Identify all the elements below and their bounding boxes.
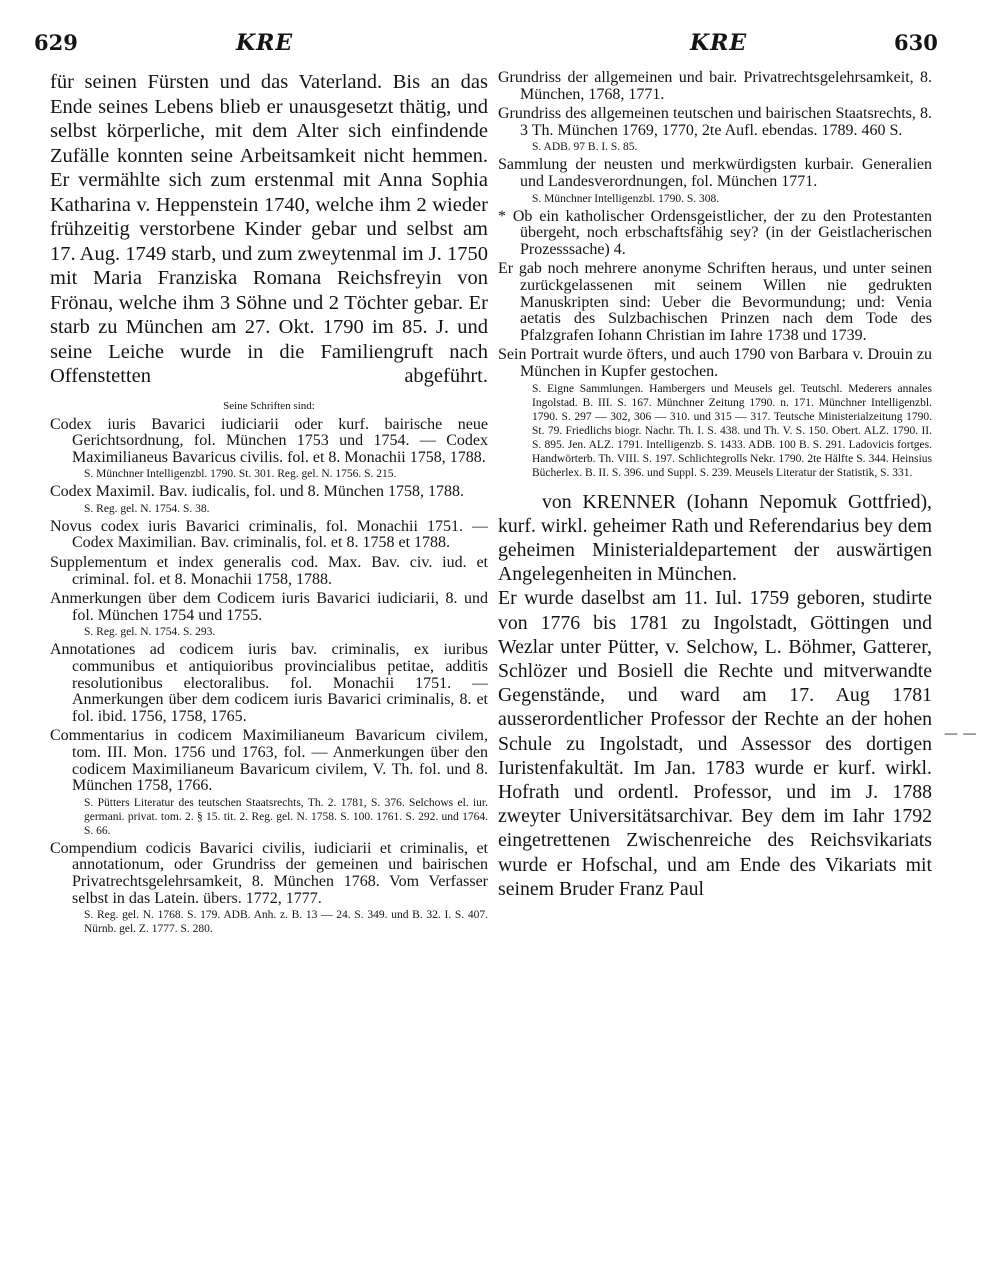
work-entry [50, 519, 488, 552]
left-column [50, 70, 488, 939]
work-title: Codex iuris Bavarici iudiciarii oder kurf. bairische neue Gerichtsordnung, fol. München 1753 und 1754. — Codex Maximilianeus Bavaricus civilis. fol. et 8. Monachii 1758, 1788. [50, 415, 488, 466]
work-references: S. Eigne Sammlungen. Hambergers und Meusels gel. Teutschl. Mederers annales Ingolstad. B. III. S. 167. Münchner Zeitung 1790. n. 171. Münchner Intelligenzbl. 1790. S. 297 — 302, 306 — 310. und 315 — 317. Teutsche Ministerialzeitung 1790. St. 79. Friedlichs biogr. Nachr. Th. I. S. 438. und Th. V. S. 150. Obert. ALZ. 1790. II. S. 895. Jen. ALZ. 1791. Intelligenzb. S. 1433. ADB. 100 B. S. 291. Ladovicis fortges. Handwörterb. Th. VIII. S. 197. Schlichtegrolls Nekr. 1790. 2te Hälfte S. 344. Heinsius Bücherlex. B. II. S. 396. und Suppl. S. 239. Meusels Literatur der Statistik, S. 331. [532, 382, 932, 479]
work-title: Codex Maximil. Bav. iudicalis, fol. und 8. München 1758, 1788. [50, 483, 465, 501]
work-references: S. ADB. 97 B. I. S. 85. [532, 141, 638, 154]
work-references: S. Reg. gel. N. 1754. S. 293. [84, 626, 216, 639]
work-entry [498, 106, 932, 154]
work-references: S. Pütters Literatur des teutschen Staatsrechts, Th. 2. 1781, S. 376. Selchows el. iur. germani. privat. tom. 2. § 15. tit. 2. Reg. gel. N. 1758. S. 100. 1761. S. 292. und 1764. S. 66. [84, 796, 488, 837]
work-title: Commentarius in codicem Maximilianeum Bavaricum civilem, tom. III. Mon. 1756 und 1763, fol. — Anmerkungen über den codicem Maximilianeum Bavaricum civilem, V. Th. fol. und 8. München 1758, 1766. [50, 727, 488, 795]
work-entry [50, 484, 488, 516]
work-title: Er gab noch mehrere anonyme Schriften heraus, und unter seinen zurückgelassenen mit seinem Willen nie gedrukten Manuskripten sind: Ueber die Bevormundung; und: Venia aetatis des Sulzbachischen Prinzen nach dem Tode des Pfalzgrafen Iohann Christian im Iahre 1738 und 1739. [498, 260, 932, 344]
work-entry [498, 261, 932, 344]
right-column [498, 70, 932, 901]
work-entry [50, 728, 488, 837]
works-subheading: Seine Schriften sind: [223, 399, 315, 412]
right-page-number: 630 [894, 30, 938, 55]
right-running-head: KRE [690, 30, 748, 56]
work-entry [498, 157, 932, 205]
work-title: Annotationes ad codicem iuris bav. criminalis, ex iuribus communibus et antiquioribus provincialibus petitae, additis resolutionibus electoralibus. fol. Monachii 1751. — Anmerkungen über dem codicem iuris Bavarici criminalis, 8. et fol. ibid. 1756, 1758, 1765. [50, 641, 488, 725]
biography-paragraph: für seinen Fürsten und das Vaterland. Bis an das Ende seines Lebens blieb er unausgesetzt thätig, und selbst körperliche, mit dem Alter sich einfindende Zufälle konnten seine Arbeitsamkeit nicht hemmen. Er vermählte sich zum erstenmal mit Anna Sophia Katharina v. Heppenstein 1740, welche ihm 2 wieder frühzeitig verstorbene Kinder gebar und selbst am 17. Aug. 1749 starb, und zum zweytenmal im J. 1750 mit Maria Franziska Romana Reichsfreyin von Frönau, welche ihm 3 Söhne und 2 Töchter gebar. Er starb zu München am 27. Okt. 1790 im 85. J. und seine Leiche wurde in die Familiengruft nach Offenstetten abgeführt. [50, 71, 488, 387]
work-references: S. Münchner Intelligenzbl. 1790. S. 308. [532, 192, 720, 205]
work-entry [50, 642, 488, 725]
work-title: Novus codex iuris Bavarici criminalis, fol. Monachii 1751. — Codex Maximilian. Bav. criminalis, fol. et 8. 1758 et 1788. [50, 517, 488, 552]
work-entry [498, 209, 932, 259]
work-title: Grundriss der allgemeinen und bair. Privatrechtsgelehrsamkeit, 8. München, 1768, 1771. [498, 69, 932, 103]
work-entry [498, 70, 932, 103]
work-title: * Ob ein katholischer Ordensgeistlicher, der zu den Protestanten übergeht, noch erbschaftsfähig sey? (in der Geistlacherischen Prozesssache) 4. [498, 207, 932, 258]
work-references: S. Reg. gel. N. 1768. S. 179. ADB. Anh. z. B. 13 — 24. S. 349. und B. 32. I. S. 407. Nürnb. gel. Z. 1777. S. 280. [84, 909, 488, 936]
entry-body: Er wurde daselbst am 11. Iul. 1759 geboren, studirte von 1776 bis 1781 zu Ingolstadt, Göttingen und Wezlar unter Pütter, v. Selchow, L. Böhmer, Gatterer, Schlözer und Bosiell die Rechte und mitverwandte Gegenstände, und ward am 17. Aug 1781 ausserordentlicher Professor der Rechte an der hohen Schule zu Ingolstadt, und Assessor des dortigen Iuristenfakultät. Im Jan. 1783 wurde er kurf. wirkl. Hofrath und ordentl. Professor, und im J. 1788 zweyter Universitätsarchivar. Bey dem im Iahr 1792 eingetrettenen Zwischenreiche des Reichsvikariats wurde er Hofschal, und am Ende des Vikariats mit seinem Bruder Franz Paul [498, 587, 932, 900]
work-references: S. Reg. gel. N. 1754. S. 38. [84, 502, 210, 515]
work-title: Anmerkungen über dem Codicem iuris Bavarici iudiciarii, 8. und fol. München 1754 und 1755. [50, 590, 488, 624]
margin-dash-mark: — — [944, 726, 977, 742]
work-entry [498, 347, 932, 479]
work-entry [50, 417, 488, 482]
work-entry [50, 841, 488, 936]
work-title: Sein Portrait wurde öfters, und auch 1790 von Barbara v. Drouin zu München in Kupfer gestochen. [498, 346, 932, 380]
left-page-number: 629 [34, 30, 78, 55]
left-running-head: KRE [236, 30, 294, 56]
entry-heading: von KRENNER (Iohann Nepomuk Gottfried), kurf. wirkl. geheimer Rath und Referendarius bey dem geheimen Ministerialdepartement der auswärtigen Angelegenheiten in München. [498, 490, 932, 586]
work-title: Compendium codicis Bavarici civilis, iudiciarii et criminalis, et annotationum, oder Grundriss der gemeinen und bairischen Privatrechtsgelehrsamkeit, 8. München 1768. Vom Verfasser selbst in das Latein. übers. 1772, 1777. [50, 839, 488, 907]
work-entry [50, 591, 488, 639]
work-title: Sammlung der neusten und merkwürdigsten kurbair. Generalien und Landesverordnungen, fol. München 1771. [498, 156, 932, 190]
work-references: S. Münchner Intelligenzbl. 1790. St. 301. Reg. gel. N. 1756. S. 215. [84, 468, 397, 481]
work-entry [50, 555, 488, 588]
work-title: Supplementum et index generalis cod. Max. Bav. civ. iud. et criminal. fol. et 8. Monachii 1758, 1788. [50, 554, 488, 588]
work-title: Grundriss des allgemeinen teutschen und bairischen Staatsrechts, 8. 3 Th. München 1769, 1770, 2te Aufl. ebendas. 1789. 460 S. [498, 105, 932, 139]
